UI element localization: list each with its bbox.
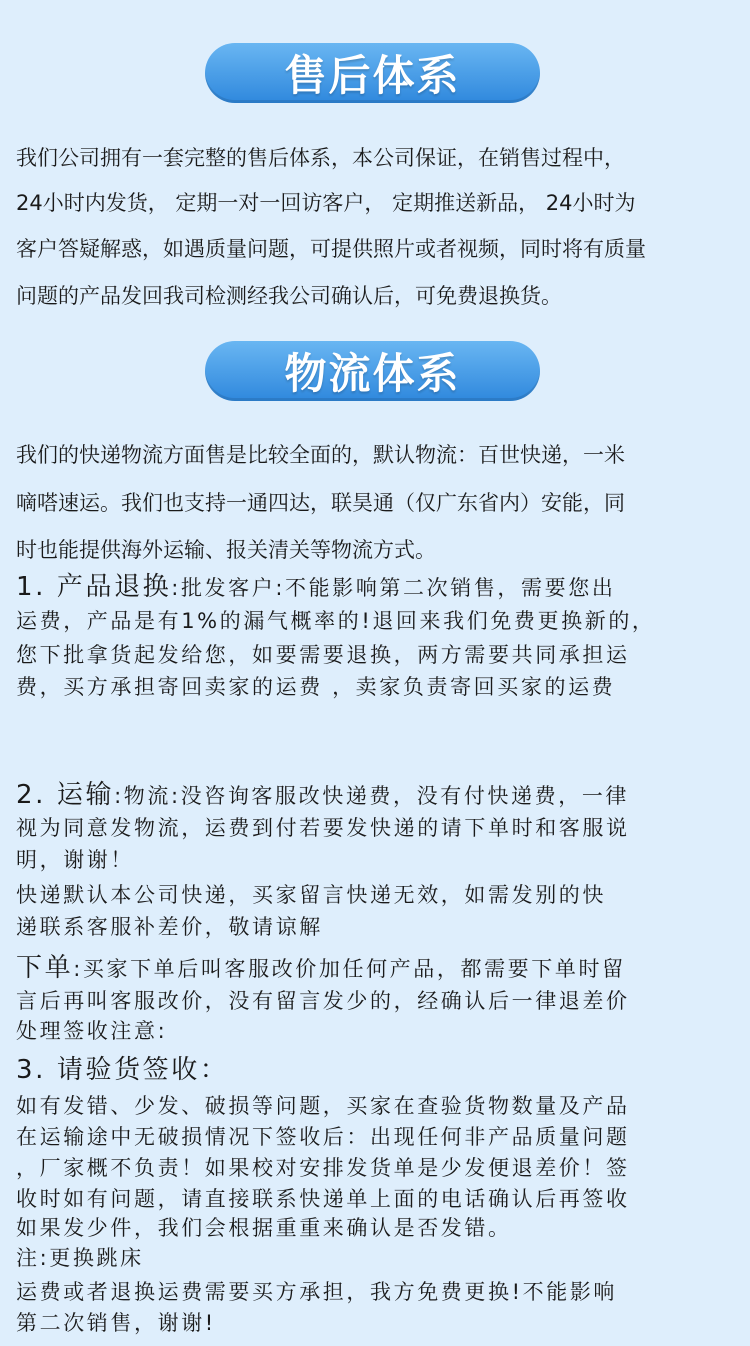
item-line: 视为同意发物流，运费到付若要发快递的请下单时和客服说 — [16, 816, 630, 840]
item-first-line — [16, 572, 740, 603]
item-line: 运费，产品是有1%的漏气概率的!退回来我们免费更换新的， — [16, 609, 656, 633]
item-heading: 2. 运输 — [16, 780, 115, 810]
item-first-line — [16, 953, 740, 984]
item-line: 运费或者退换运费需要买方承担，我方免费更换!不能影响 — [16, 1280, 618, 1304]
item-line: 快递默认本公司快递，买家留言快递无效，如需发别的快 — [16, 883, 606, 907]
section-title-banner-logistics — [205, 341, 540, 401]
paragraph-line: 24小时内发货， 定期一对一回访客户， 定期推送新品， 24小时为 — [16, 191, 636, 215]
item-line: 费，买方承担寄回卖家的运费 ，卖家负责寄回买家的运费 — [16, 675, 616, 699]
paragraph-line: 我们公司拥有一套完整的售后体系，本公司保证，在销售过程中， — [16, 146, 625, 170]
item-line: 第二次销售，谢谢! — [16, 1311, 216, 1335]
item-heading: 1. 产品退换 — [16, 572, 172, 602]
item-line: ，厂家概不负责！如果校对安排发货单是少发便退差价！签 — [16, 1156, 630, 1180]
item-line: 言后再叫客服改价，没有留言发少的，经确认后一律退差价 — [16, 989, 630, 1013]
paragraph-line: 客户答疑解惑，如遇质量问题，可提供照片或者视频，同时将有质量 — [16, 237, 646, 261]
item-line: 在运输途中无破损情况下签收后：出现任何非产品质量问题 — [16, 1125, 630, 1149]
item-line: 明，谢谢！ — [16, 848, 134, 872]
item-line: 收时如有问题，请直接联系快递单上面的电话确认后再签收 — [16, 1187, 630, 1211]
paragraph-line: 时也能提供海外运输、报关清关等物流方式。 — [16, 538, 436, 562]
item-line: 如果发少件，我们会根据重重来确认是否发错。 — [16, 1216, 512, 1240]
item-heading: 下单 — [16, 953, 74, 983]
item-text: :物流:没咨询客服改快递费，没有付快递费，一律 — [114, 784, 630, 808]
item-line: 处理签收注意: — [16, 1019, 168, 1043]
item-first-line — [16, 780, 740, 811]
item-line: 注:更换跳床 — [16, 1246, 144, 1270]
item-text: :批发客户:不能影响第二次销售，需要您出 — [171, 576, 616, 600]
item-line: 递联系客服补差价，敬请谅解 — [16, 915, 323, 939]
item-heading: 3. 请验货签收： — [16, 1055, 229, 1085]
paragraph-line: 嘀嗒速运。我们也支持一通四达，联昊通（仅广东省内）安能，同 — [16, 491, 625, 515]
section-title-banner-after-sales — [205, 43, 540, 103]
item-line: 您下批拿货起发给您，如要需要退换，两方需要共同承担运 — [16, 643, 630, 667]
item-line: 如有发错、少发、破损等问题，买家在查验货物数量及产品 — [16, 1094, 630, 1118]
paragraph-line: 问题的产品发回我司检测经我公司确认后，可免费退换货。 — [16, 284, 562, 308]
paragraph-line: 我们的快递物流方面售是比较全面的，默认物流：百世快递，一米 — [16, 443, 625, 467]
section-title: 售后体系 — [284, 51, 461, 100]
item-text: :买家下单后叫客服改价加任何产品，都需要下单时留 — [73, 957, 626, 981]
section-title: 物流体系 — [284, 349, 461, 398]
